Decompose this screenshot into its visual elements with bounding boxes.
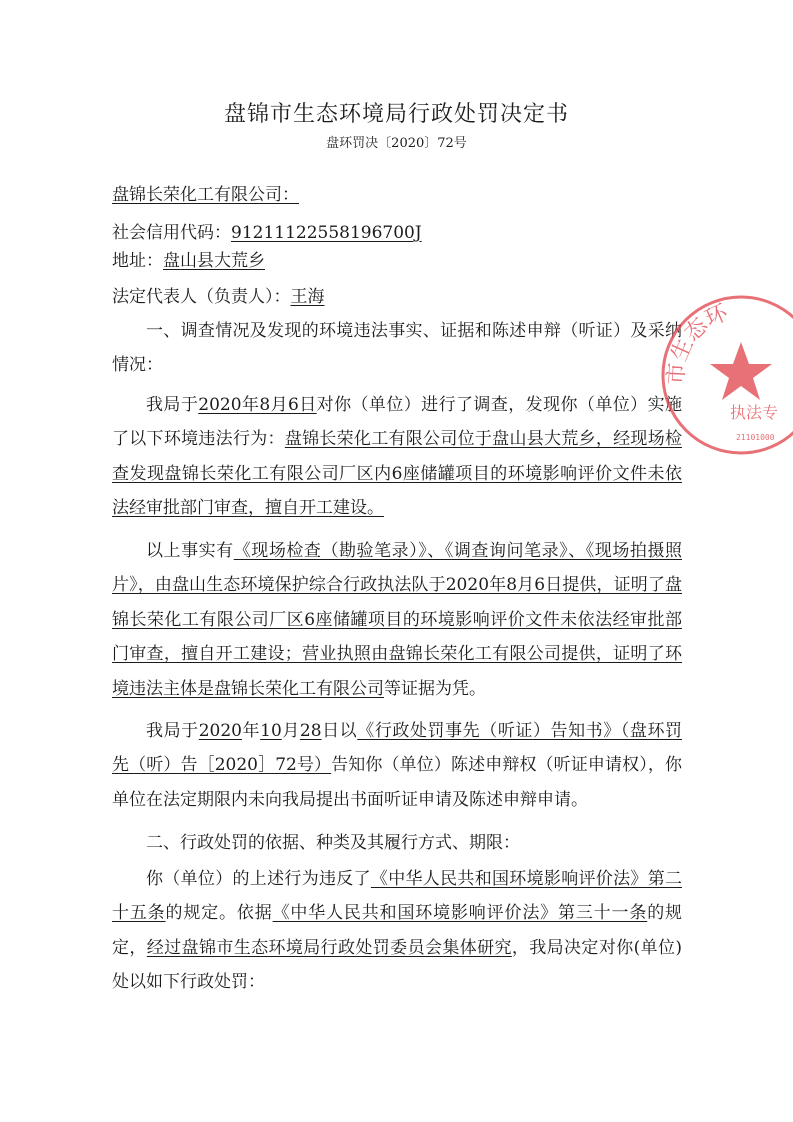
text-span: 年: [241, 721, 261, 741]
address-label: 地址：: [112, 251, 163, 271]
text-span: 你（单位）的上述行为违反了: [146, 869, 371, 889]
violated-law: 《中华人民共和国环境影响评价法》第二十五条: [112, 869, 683, 924]
section2-heading: 二、行政处罚的依据、种类及其履行方式、期限：: [146, 833, 520, 853]
legal-rep-value: 王海: [290, 287, 325, 307]
text-span: 告知你（单位）陈述申辩权（听证申请权），你单位在法定期限内未向我局提出书面听证申请及陈述申辩申请。: [112, 755, 682, 810]
text-span: 我局于: [146, 395, 199, 415]
text-span: 对你（单位）进行了调查，发现你（单位）实施了以下环境违法行为：: [112, 395, 683, 450]
text-span: 的规定。依据: [165, 903, 273, 924]
section1-heading: 一、调查情况及发现的环境违法事实、证据和陈述申辩（听证）及采纳情况：: [112, 321, 682, 376]
text-span: 以上事实有: [146, 541, 234, 561]
seal-star-icon: [710, 342, 772, 400]
text-span: 日以: [321, 721, 358, 741]
seal-number: 21101000: [736, 433, 775, 442]
notice-month: 10: [260, 721, 282, 741]
party-name: 盘锦长荣化工有限公司：: [112, 185, 299, 205]
committee-decision: 经过盘锦市生态环境局行政处罚委员会集体研究: [146, 937, 512, 958]
text-span: 的规定，: [112, 903, 683, 958]
notice-year: 2020: [198, 721, 242, 741]
text-span: 等证据为凭。: [384, 678, 486, 699]
text-span: ，我局决定对你(单位)处以如下行政处罚：: [112, 937, 683, 993]
legal-rep-label: 法定代表人（负责人）：: [112, 287, 291, 307]
text-span: 月: [281, 721, 300, 741]
evidence-list: 《现场检查（勘验笔录）》、《调查询问笔录》、《现场拍摄照片》，由盘山生态环境保护综合行政执法队于2020年8月6日提供，证明了盘锦长荣化工有限公司厂区6座储罐项目的环境影响评价文件未依法经审批部门审查，擅自开工建设；营业执照由盘锦长荣化工有限公司提供，证明了环境违法主体是盘锦长荣化工有限公司: [112, 541, 682, 699]
credit-code-line: [112, 218, 422, 243]
penalty-law: 《中华人民共和国环境影响评价法》第三十一条: [272, 903, 648, 924]
document-title: 盘锦市生态环境局行政处罚决定书: [223, 102, 569, 127]
section1-paragraph-3: [112, 714, 682, 817]
official-seal: [656, 290, 793, 460]
credit-code-label: 社会信用代码：: [112, 223, 231, 243]
notice-title: 《行政处罚事先（听证）告知书》（盘环罚先（听）告［2020］72号）: [112, 721, 683, 776]
notice-day: 28: [299, 721, 322, 741]
credit-code-value: 91211122558196700J: [231, 223, 422, 243]
inspection-date: 2020年8月6日: [198, 395, 317, 415]
address-value: 盘山县大荒乡: [163, 251, 265, 271]
violation-facts: 盘锦长荣化工有限公司位于盘山县大荒乡，经现场检查发现盘锦长荣化工有限公司厂区内6座储罐项目的环境影响评价文件未依法经审批部门审查，擅自开工建设。: [112, 429, 682, 519]
legal-rep-line: [112, 282, 325, 307]
section2-paragraph-1: [112, 862, 682, 1000]
seal-inner-text: 执法专: [730, 403, 779, 422]
address-line: [112, 246, 265, 271]
seal-arc-text: 市生态环: [664, 300, 732, 386]
section1-paragraph-2: [112, 534, 682, 706]
section1-paragraph-1: [112, 388, 682, 526]
text-span: 我局于: [146, 721, 199, 741]
document-number: 盘环罚决〔2020〕72号: [326, 136, 467, 151]
